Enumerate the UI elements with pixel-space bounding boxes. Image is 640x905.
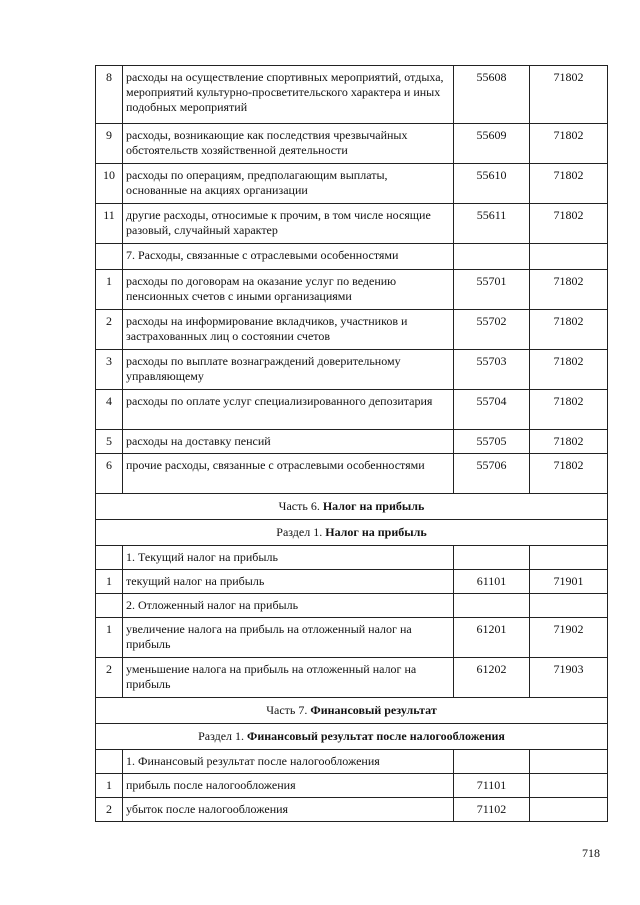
row-number: 1 [96, 570, 123, 594]
section-header-row [96, 520, 608, 546]
group-row [96, 546, 608, 570]
account-code [454, 594, 530, 618]
counter-account-code: 71802 [530, 66, 608, 124]
section-title-name: Налог на прибыль [325, 525, 427, 539]
row-number [96, 244, 123, 270]
row-number: 8 [96, 66, 123, 124]
row-description: расходы, возникающие как последствия чрезвычайных обстоятельств хозяйственной деятельности [123, 124, 454, 164]
account-code: 55706 [454, 454, 530, 494]
counter-account-code [530, 244, 608, 270]
section-title-prefix: Раздел 1. [276, 525, 326, 539]
row-description: прибыль после налогообложения [123, 774, 454, 798]
row-description: 2. Отложенный налог на прибыль [123, 594, 454, 618]
row-description: увеличение налога на прибыль на отложенный налог на прибыль [123, 618, 454, 658]
row-description: уменьшение налога на прибыль на отложенный налог на прибыль [123, 658, 454, 698]
section-title-name: Финансовый результат [310, 703, 437, 717]
row-description: 1. Текущий налог на прибыль [123, 546, 454, 570]
counter-account-code [530, 774, 608, 798]
counter-account-code: 71902 [530, 618, 608, 658]
account-code [454, 750, 530, 774]
counter-account-code: 71802 [530, 430, 608, 454]
row-number: 2 [96, 798, 123, 822]
row-description: расходы на информирование вкладчиков, участников и застрахованных лиц о состоянии счетов [123, 310, 454, 350]
table-row [96, 390, 608, 430]
section-title-name: Финансовый результат после налогообложения [247, 729, 505, 743]
counter-account-code: 71901 [530, 570, 608, 594]
table-row [96, 310, 608, 350]
account-code: 61201 [454, 618, 530, 658]
counter-account-code [530, 594, 608, 618]
row-number: 1 [96, 774, 123, 798]
table-row [96, 798, 608, 822]
row-number: 1 [96, 618, 123, 658]
group-row [96, 594, 608, 618]
accounts-table [95, 65, 608, 822]
section-title-prefix: Часть 7. [266, 703, 311, 717]
row-description: прочие расходы, связанные с отраслевыми особенностями [123, 454, 454, 494]
row-description: другие расходы, относимые к прочим, в том числе носящие разовый, случайный характер [123, 204, 454, 244]
account-code: 55703 [454, 350, 530, 390]
row-number [96, 594, 123, 618]
row-number: 10 [96, 164, 123, 204]
section-header-row [96, 494, 608, 520]
account-code: 55611 [454, 204, 530, 244]
section-header-row [96, 698, 608, 724]
account-code [454, 546, 530, 570]
table-row [96, 658, 608, 698]
counter-account-code: 71802 [530, 454, 608, 494]
table-row [96, 454, 608, 494]
group-row [96, 244, 608, 270]
row-description: расходы на доставку пенсий [123, 430, 454, 454]
section-title [96, 698, 608, 724]
row-number: 1 [96, 270, 123, 310]
account-code: 55704 [454, 390, 530, 430]
row-description: расходы по договорам на оказание услуг по ведению пенсионных счетов с иными организациями [123, 270, 454, 310]
counter-account-code: 71802 [530, 270, 608, 310]
row-description: расходы по операциям, предполагающим выплаты, основанные на акциях организации [123, 164, 454, 204]
table-row [96, 204, 608, 244]
account-code: 55705 [454, 430, 530, 454]
counter-account-code [530, 750, 608, 774]
row-number: 4 [96, 390, 123, 430]
table-row [96, 618, 608, 658]
table-row [96, 350, 608, 390]
counter-account-code: 71802 [530, 350, 608, 390]
counter-account-code: 71903 [530, 658, 608, 698]
row-description: расходы на осуществление спортивных мероприятий, отдыха, мероприятий культурно-просветительского характера и иных подобных мероприятий [123, 66, 454, 124]
table-row [96, 164, 608, 204]
account-code: 71101 [454, 774, 530, 798]
row-description: 1. Финансовый результат после налогообложения [123, 750, 454, 774]
counter-account-code [530, 798, 608, 822]
row-description: текущий налог на прибыль [123, 570, 454, 594]
account-code: 55609 [454, 124, 530, 164]
account-code: 71102 [454, 798, 530, 822]
row-description: убыток после налогообложения [123, 798, 454, 822]
row-number: 2 [96, 310, 123, 350]
row-number: 6 [96, 454, 123, 494]
section-title [96, 520, 608, 546]
table-row [96, 66, 608, 124]
account-code: 55702 [454, 310, 530, 350]
row-number: 9 [96, 124, 123, 164]
account-code: 61101 [454, 570, 530, 594]
table-row [96, 270, 608, 310]
row-number: 3 [96, 350, 123, 390]
row-number [96, 750, 123, 774]
account-code: 61202 [454, 658, 530, 698]
section-title-prefix: Раздел 1. [198, 729, 248, 743]
section-header-row [96, 724, 608, 750]
section-title [96, 494, 608, 520]
table-row [96, 430, 608, 454]
page-number: 718 [582, 846, 600, 860]
row-number: 11 [96, 204, 123, 244]
counter-account-code: 71802 [530, 310, 608, 350]
section-title-prefix: Часть 6. [278, 499, 323, 513]
counter-account-code: 71802 [530, 390, 608, 430]
section-title [96, 724, 608, 750]
row-description: расходы по оплате услуг специализированного депозитария [123, 390, 454, 430]
counter-account-code: 71802 [530, 204, 608, 244]
table-row [96, 124, 608, 164]
account-code: 55701 [454, 270, 530, 310]
group-row [96, 750, 608, 774]
counter-account-code [530, 546, 608, 570]
counter-account-code: 71802 [530, 164, 608, 204]
counter-account-code: 71802 [530, 124, 608, 164]
row-number [96, 546, 123, 570]
account-code [454, 244, 530, 270]
section-title-name: Налог на прибыль [322, 499, 425, 513]
row-number: 2 [96, 658, 123, 698]
table-row [96, 570, 608, 594]
account-code: 55608 [454, 66, 530, 124]
row-number: 5 [96, 430, 123, 454]
table-row [96, 774, 608, 798]
account-code: 55610 [454, 164, 530, 204]
row-description: 7. Расходы, связанные с отраслевыми особенностями [123, 244, 454, 270]
row-description: расходы по выплате вознаграждений доверительному управляющему [123, 350, 454, 390]
